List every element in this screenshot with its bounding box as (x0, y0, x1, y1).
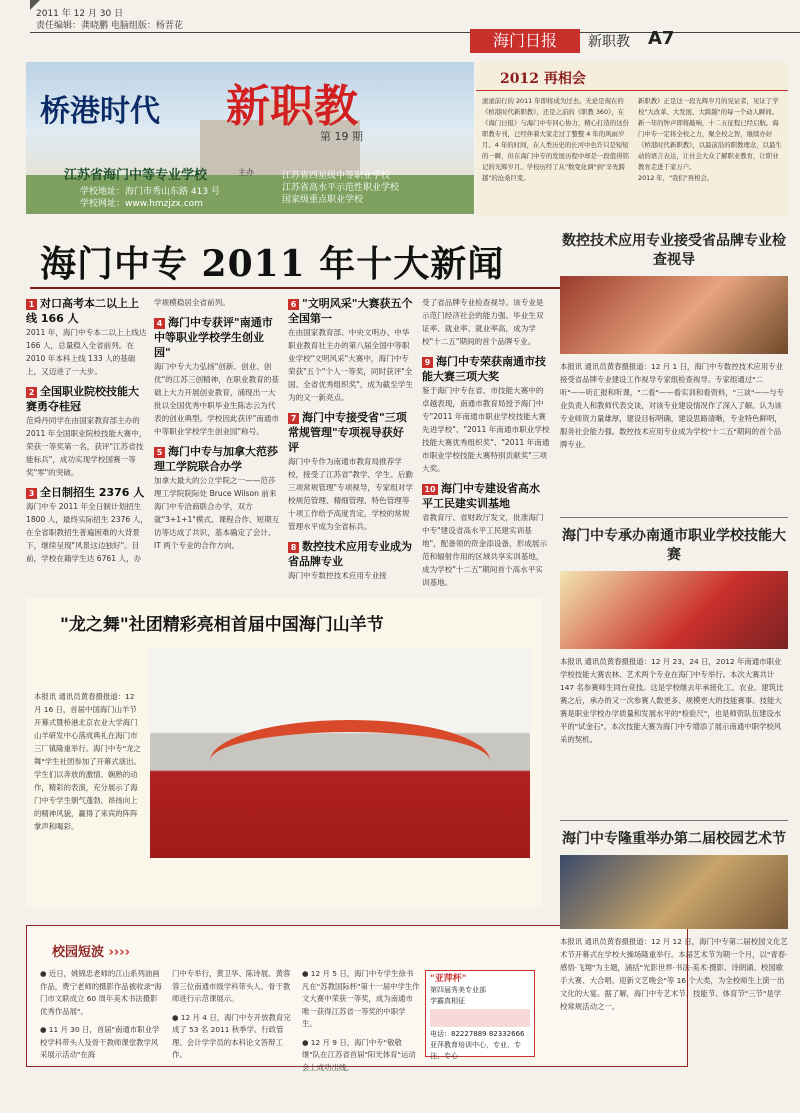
issue-date: 2011 年 12 月 30 日 (36, 9, 124, 19)
school-website: 学校网址：www.hmzjzx.com (80, 199, 203, 209)
news-body: 受了省品牌专业检查视导。该专业是示范门经济社会的能力强、毕业生双证率、就业率、就业率高，成为学校"十二五"期间的首个品牌专业。 (422, 298, 544, 346)
advert-note: 亚萍教育培训中心，专业、专注、专心 (430, 1041, 521, 1060)
news-number: 2 (26, 387, 37, 398)
news-heading: 1 对口高考本二以上上线 166 人 (26, 297, 139, 325)
news-number: 8 (288, 542, 299, 553)
news-body: 鉴于海门中专在省、市技能大赛中的卓越表现，南通市教育局授予海门中专"2011 年南通市职业学校技能大赛先进学校"、"2011 年南通市职业学校技能大赛优秀组织奖"、"2011 年南通市职业学校技能大赛特别贡献奖"三项大奖。 (422, 386, 550, 473)
editors-credit: 责任编辑：龚晓鹏 电脑组版：杨晋花 (36, 21, 183, 31)
advert-title: "亚萍杯" (430, 974, 467, 984)
news-body: 海门中专大力弘扬"创新、创业、创优"的江苏三创精神，在职业教育的基础上大力开展创业教育，涌现出一大批以全国优秀中职毕业生陈志云为代表的创业典型。学校因此获评"南通市中等职业学校学生创业园"称号。 (154, 362, 279, 436)
side-story-1 (560, 232, 788, 451)
news-heading: 8 数控技术应用专业成为省品牌专业 (288, 540, 412, 568)
news-heading: 4 海门中专获评"南通市中等职业学校学生创业园" (154, 316, 273, 359)
news-item (26, 485, 148, 565)
news-item (288, 410, 414, 533)
side-divider (560, 517, 788, 518)
side-story-title: 海门中专隆重举办第二届校园艺术节 (562, 831, 786, 847)
news-item (154, 444, 280, 552)
news-item (26, 296, 148, 378)
news-item (154, 315, 280, 438)
header-rule (30, 32, 800, 33)
recap-paragraph: 新职教》正是这一段光辉岁月的见证者，见证了学校"大改革、大发展、大跨越"的每一个动人瞬间。新一年的钟声即将敲响，十二五征程已经启航。海门中专一定将全校之力，聚全校之智，继续办好《桥港时代新职教》，以最前沿的职教理念，以最生动的语言表达，让社会大众了解职业教育，让职业教育走进千家万户。 (638, 97, 782, 171)
short-item: ● 12 月 4 日，海门中专开放教育完成了 53 名 2011 秋季学、行政管理、会计学学员的本科论文答辩工作。 (172, 1012, 291, 1059)
side-story-body: 本报讯 通讯员黄春摄报道：12 月 23、24 日，2012 年南通市职业学校技能大赛农林、艺术两个专业在海门中专举行。本次大赛共计 147 名参赛师生同台竞技。这是学校继去年承接化工、农业、建筑比赛之后，承办的又一次参赛人数更多、规模更大的技能赛事。技能大赛是职业学校办学质量和发展水平的"检验尺"，也是师资队伍建设水平的"试金石"。本次技能大赛为海门中专增添了展示南通中职学校风采的契机。 (560, 657, 784, 744)
news-heading: 7 海门中专接受省"三项常规管理"专项视导获好评 (288, 411, 407, 454)
advert-line: 第四届秀美专业部 (430, 986, 486, 994)
advert-text (430, 974, 530, 1062)
recap-title: 2012 再相会 (500, 71, 586, 87)
news-number: 5 (154, 447, 165, 458)
page-headline: 海门中专 2011 年十大新闻 (40, 243, 505, 285)
news-body: 2011 年，海门中专本二以上上线达 166 人，总量稳入全省前列。在 2010 年本科上线 133 人的基础上，又迈进了一大步。 (26, 328, 147, 376)
news-body: 学规模稳居全省前列。 (154, 298, 230, 307)
news-item (288, 296, 414, 404)
honor-item: 江苏省四星级中等职业学校 (282, 171, 391, 181)
news-item (422, 354, 550, 475)
dragon-story-body: 本报讯 通讯员黄春摄报道：12 月 16 日，首届中国海门山羊节开幕式暨桥港北京农业大学海门山羊研发中心落成典礼在海门市三厂镇隆重举行。海门中专"龙之舞"学生社团参加了开幕式演出。学生们以奔放的激情、娴熟的动作，精彩的表演，充分展示了海门中专学生朝气蓬勃、昂扬向上的精神风貌，赢得了来宾的阵阵掌声和喝彩。 (34, 692, 141, 831)
side-story-body: 本报讯 通讯员黄春摄报道：12 月 1 日，海门中专数控技术应用专业接受省品牌专业建设工作视导专家组检查视导。专家组通过"二听"——听汇报和听课，"二看"——看实训和看资料，"三谈"——与专业负责人和教师代表交谈，对该专业建设情况作了深入了解。认为该专业师资力量雄厚，建设目标明确，建设思路清晰，专业特色鲜明，服务社会能力强。数控技术应用专业成为学校"十二五"期间的首个品牌专业。 (560, 362, 784, 449)
side-story-title: 数控技术应用专业接受省品牌专业检查视导 (562, 233, 786, 268)
side-story-body: 本报讯 通讯员黄春摄报道：12 月 12 日，海门中专第二届校园文化艺术节开幕式在学校大操场隆重举行。本届艺术节为期一个月，以"青春·感悟·飞翔"为主题，涵括"光影世界·书法·美术·摄影、诗朗诵、校园歌手大赛、大合唱、迎新文艺晚会"等 16 个大类，为全校师生上演一出文化的大宴。据了解，海门中专艺术节、技能节、体育节"三节"是学校常规活动之一。 (560, 937, 788, 1011)
issue-number: 第 19 期 (320, 130, 363, 143)
side-story-title: 海门中专承办南通市职业学校技能大赛 (562, 528, 786, 563)
advert-image (430, 1009, 530, 1027)
news-item (422, 481, 550, 589)
honor-item: 江苏省高水平示范性职业学校 (282, 183, 400, 193)
news-item (288, 539, 414, 582)
news-column-1 (26, 296, 148, 565)
banner-title: 桥港时代 (40, 94, 160, 129)
side-story-2 (560, 527, 788, 746)
news-number: 9 (422, 357, 433, 368)
news-body: 海门中专作为南通市教育局推荐学校，接受了江苏省"教学、学生、后勤三项常规管理"专项视导，专家组对学校规范管理、精细管理、特色管理等十项工作给予高度肯定，学校的常规管理水平成为全省标兵。 (288, 457, 413, 531)
page-number: A7 (648, 28, 675, 49)
short-item: ● 11 月 30 日，首届"南通市职业学校学科带头人及骨干教师课堂教学风采展示活动"在海 (40, 1025, 160, 1059)
news-item (26, 384, 148, 479)
banner-title-accent: 新职教 (226, 81, 358, 132)
honor-item: 国家级重点职业学校 (282, 195, 364, 205)
news-heading: 3 全日制招生 2376 人 (26, 485, 148, 500)
news-heading: 2 全国职业院校技能大赛勇夺桂冠 (26, 385, 139, 413)
school-honors (282, 170, 399, 206)
side-story-photo (560, 276, 788, 354)
news-body: 海门中专数控技术应用专业接 (288, 571, 387, 580)
recap-rule (476, 90, 788, 91)
news-number: 7 (288, 413, 299, 424)
news-column-2 (154, 296, 280, 552)
school-name: 江苏省海门中等专业学校 (64, 168, 208, 183)
short-item: ● 12 月 9 日，海门中专"敬敬继"队在江苏省首届"阳光体育"运动会上成功出线。 (302, 1037, 416, 1072)
news-body: 省教育厅、省财政厅发文，批准海门中专"建设省高水平工民建实训基地"，配备领的资金添设备，形成展示范和辐射作用的区域共享实训基地，成为学校"十二五"期间首个高水平实训基地。 (422, 513, 547, 587)
news-body: 海门中专 2011 年全日制计划招生 1800 人，最终实际招生 2376 人，在全省职教招生普遍困难的大背景下，继续呈现"风景这边独好"。目前，学校在籍学生达 6761 人，办 (26, 502, 148, 563)
newspaper-masthead: 海门日报 (470, 29, 580, 53)
news-number: 1 (26, 299, 37, 310)
news-column-4 (422, 296, 550, 589)
recap-signoff: 2012 年，"我们"再相会。 (638, 174, 714, 182)
shorts-column-2 (172, 968, 296, 1062)
side-divider (560, 820, 788, 821)
news-number: 4 (154, 318, 165, 329)
short-item: 门中专举行，黄卫华、陈诗展、黄蓉蓉三位南通市级学科带头人、骨干教师进行示范课展示。 (172, 969, 291, 1003)
dragon-shape (210, 720, 490, 802)
news-body: 范舜丹同学在由国家教育部主办的 2011 年全国职业院校技能大赛中，荣获一等奖第一名，获评"江苏省技能标兵"，成功实现学校国赛一等奖"零"的突破。 (26, 416, 147, 477)
headline-rule (30, 287, 560, 289)
side-story-3 (560, 830, 788, 1013)
news-body: 在由国家教育部、中央文明办、中华职业教育社主办的第八届全国中等职业学校"文明风采"大赛中，海门中专荣获"五个"个人一等奖，同时获评"全国、全省优秀组织奖"，成为截至学生为的又一新亮点。 (288, 328, 413, 402)
news-number: 3 (26, 488, 37, 499)
advert-contact: 电话：82227889 82332666 (430, 1030, 525, 1038)
recap-text-left: 滚滚前行的 2011 年即将成为过去。无论是现在的《桥港时代新职教》，还是之前的《职教 360》，在《海门日报》与海门中专同心协力，精心打造的这份职教专刊，已经伴着大家走过了整整 4 年的风雨岁月。4 年的时间，在人类历史的长河中也许只是短短的一瞬，但在海门中专的发展历程中却是一段值得铭记的光辉岁月。学校历经了从"数变化调"到"辛先跨越"的沧桑巨变。 (482, 97, 629, 182)
recap-text-right (638, 96, 784, 184)
campus-shorts-title: 校园短波 ›››› (52, 945, 130, 960)
news-heading: 10 海门中专建设省高水平工民建实训基地 (422, 482, 540, 510)
side-story-photo (560, 571, 788, 649)
news-number: 6 (288, 299, 299, 310)
shorts-column-3 (302, 968, 420, 1074)
section-name: 新职教 (588, 34, 630, 50)
host-label: 主办 (238, 168, 254, 177)
dragon-story-title: "龙之舞"社团精彩亮相首届中国海门山羊节 (60, 615, 384, 635)
short-item: ● 12 月 5 日，海门中专学生徐书凡在"苏教国际杯"第十一届中学生作文大赛中荣获一等奖，成为南通市唯一获得江苏省一等奖的中职学生。 (302, 969, 420, 1028)
news-column-3 (288, 296, 414, 582)
news-number: 10 (422, 484, 438, 495)
school-contact (80, 186, 220, 210)
advert-line: 学霸真相征 (430, 997, 465, 1005)
news-heading: 6 "文明风采"大赛获五个全国第一 (288, 297, 413, 325)
shorts-column-1 (40, 968, 164, 1062)
chevrons-icon: ›››› (104, 945, 130, 960)
school-address: 学校地址：海门市秀山东路 413 号 (80, 187, 220, 197)
short-item: ● 近日，姚锦忠老师的江山系列油画作品，费宁老师的摄影作品被收录"海门市文联成立 60 周年美术书法摄影优秀作品展"。 (40, 969, 162, 1016)
news-heading: 5 海门中专与加拿大范莎理工学院联合办学 (154, 445, 278, 473)
news-body: 加拿大最大的公立学院之一——范莎理工学院院际处 Bruce Wilson 前来海门中专洽商联合办学，双方就"3+1+1"模式、课程合作、短期互访等达成了共识，基本确定了会计、IT 两个专业的合作方向。 (154, 476, 280, 550)
side-story-photo (560, 855, 788, 929)
news-heading: 9 海门中专荣获南通市技能大赛三项大奖 (422, 355, 546, 383)
